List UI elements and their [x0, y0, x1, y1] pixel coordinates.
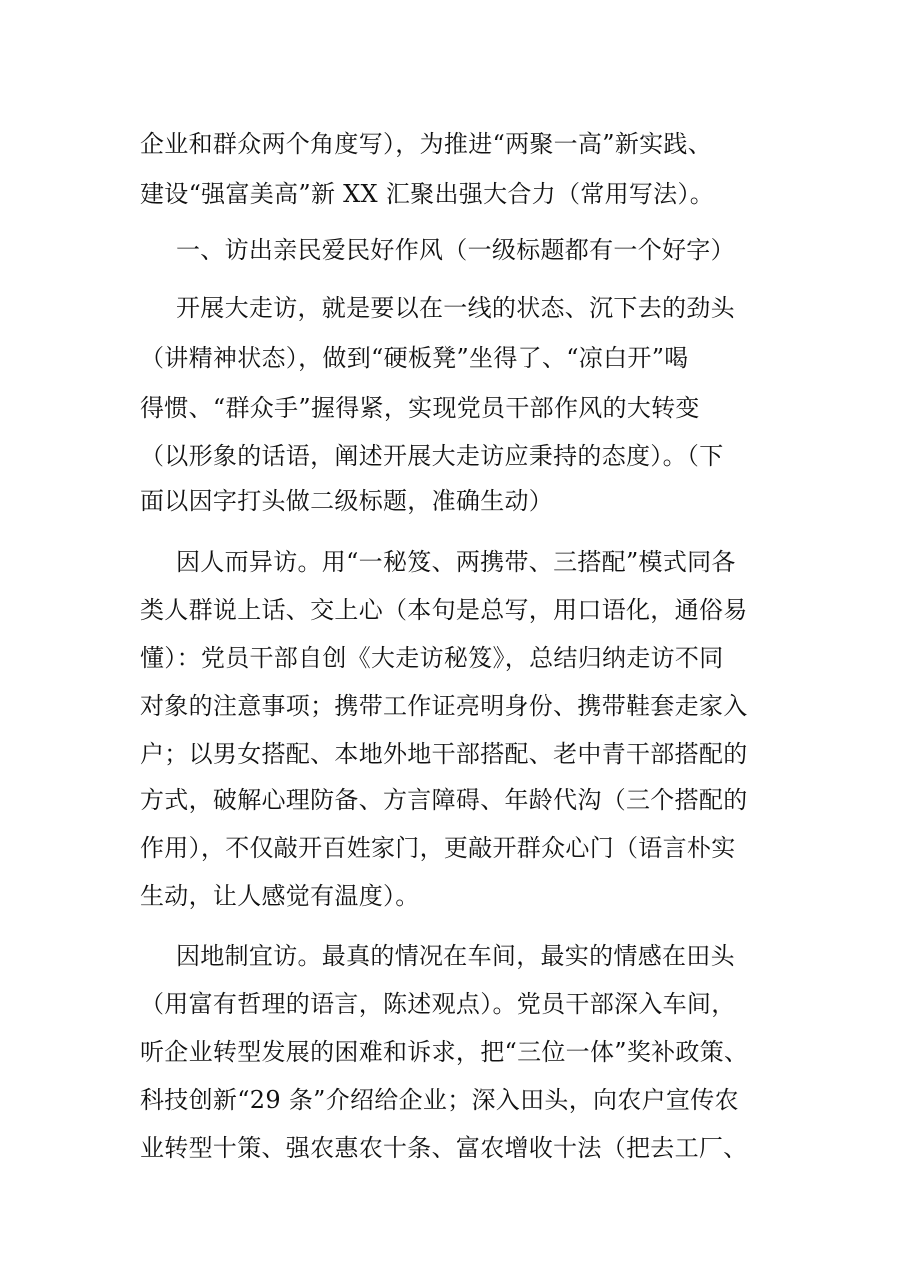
text-line: 懂）：党员干部自创《大走访秘笈》，总结归纳走访不同 [140, 644, 724, 672]
text-line: 听企业转型发展的困难和诉求，把“三位一体”奖补政策、 [140, 1038, 749, 1066]
text-line: 建设“强富美高”新 XX 汇聚出强大合力（常用写法）。 [140, 180, 715, 208]
text-line: 作用），不仅敲开百姓家门，更敲开群众心门（语言朴实 [140, 834, 736, 862]
text-line: 科技创新“29 条”介绍给企业；深入田头，向农户宣传农 [140, 1086, 739, 1114]
text-line: 业转型十策、强农惠农十条、富农增收十法（把去工厂、 [140, 1134, 748, 1162]
text-line: （以形象的话语，阐述开展大走访应秉持的态度）。（下 [140, 442, 724, 470]
text-line: 因地制宜访。最真的情况在车间，最实的情感在田头 [176, 942, 735, 970]
text-line: 方式，破解心理防备、方言障碍、年龄代沟（三个搭配的 [140, 786, 748, 814]
text-line: 企业和群众两个角度写），为推进“两聚一高”新实践、 [140, 130, 713, 158]
text-line: 对象的注意事项；携带工作证亮明身份、携带鞋套走家入 [140, 692, 748, 720]
section-heading: 一、访出亲民爱民好作风（一级标题都有一个好字） [176, 236, 735, 264]
text-line: 户；以男女搭配、本地外地干部搭配、老中青干部搭配的 [140, 740, 748, 768]
text-line: 类人群说上话、交上心（本句是总写，用口语化，通俗易 [140, 596, 748, 624]
text-line: 面以因字打头做二级标题，准确生动） [140, 487, 554, 515]
text-line: （讲精神状态），做到“硬板凳”坐得了、“凉白开”喝 [140, 344, 689, 372]
text-line: 因人而异访。用“一秘笈、两携带、三搭配”模式同各 [176, 548, 736, 576]
text-line: 开展大走访，就是要以在一线的状态、沉下去的劲头 [176, 294, 735, 322]
text-line: 得惯、“群众手”握得紧，实现党员干部作风的大转变 [140, 394, 700, 422]
text-line: 生动，让人感觉有温度）。 [140, 882, 420, 910]
text-line: （用富有哲理的语言，陈述观点）。党员干部深入车间， [140, 990, 736, 1018]
